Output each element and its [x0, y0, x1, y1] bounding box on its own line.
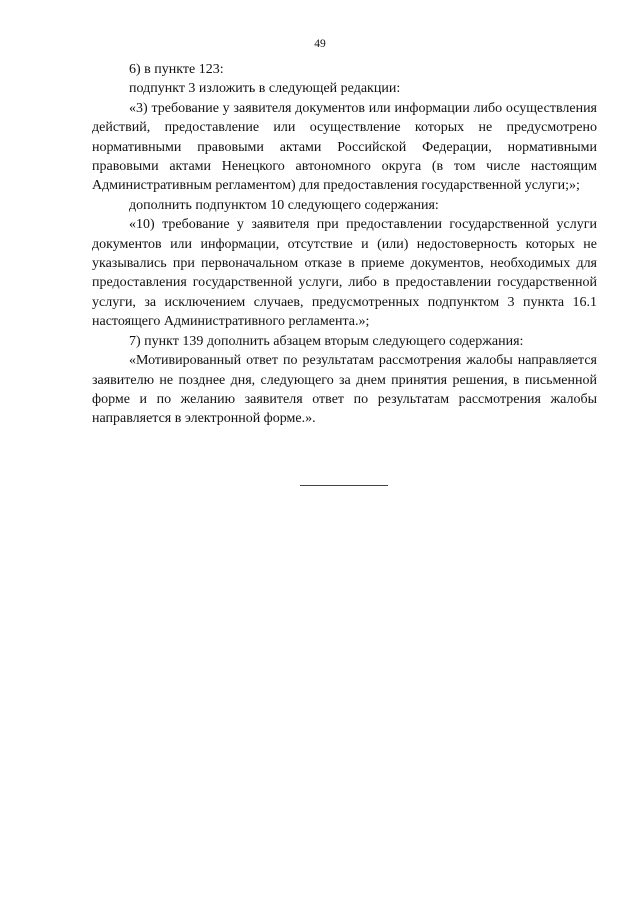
- paragraph-item-139-text: «Мотивированный ответ по результатам рассмотрения жалобы направляется заявителю не позднее дня, следующего за днем принятия решения, в письменной форме и по желанию заявителя ответ по результатам рассмотрения жалобы направляется в электронной форме.».: [92, 353, 597, 427]
- end-divider-line: [300, 485, 388, 486]
- document-body: [92, 60, 597, 429]
- paragraph-subitem-3-text: «3) требование у заявителя документов или информации либо осуществления действий, предоставление или осуществление которых не предусмотрено нормативными правовыми актами Российской Федерации, нормативными правовыми актами Ненецкого автономного округа (в том числе настоящим Административным регламентом) для предоставления государственной услуги;»;: [92, 100, 597, 194]
- paragraph-subitem-10-instruction: дополнить подпунктом 10 следующего содержания:: [129, 197, 439, 213]
- page-number: 49: [314, 38, 326, 50]
- paragraph-item-7-heading: 7) пункт 139 дополнить абзацем вторым следующего содержания:: [129, 333, 524, 349]
- paragraph-subitem-3-instruction: подпункт 3 изложить в следующей редакции:: [129, 81, 401, 97]
- paragraph-item-6-heading: 6) в пункте 123:: [129, 62, 224, 77]
- paragraph-subitem-10-text: «10) требование у заявителя при предоставлении государственной услуги документов или информации, отсутствие и (или) недостоверность которых не указывались при первоначальном отказе в приеме документов, необходимых для предоставления государственной услуги, либо в предоставлении государственной услуги, за исключением случаев, предусмотренных подпунктом 3 пункта 16.1 настоящего Административного регламента.»;: [92, 217, 597, 330]
